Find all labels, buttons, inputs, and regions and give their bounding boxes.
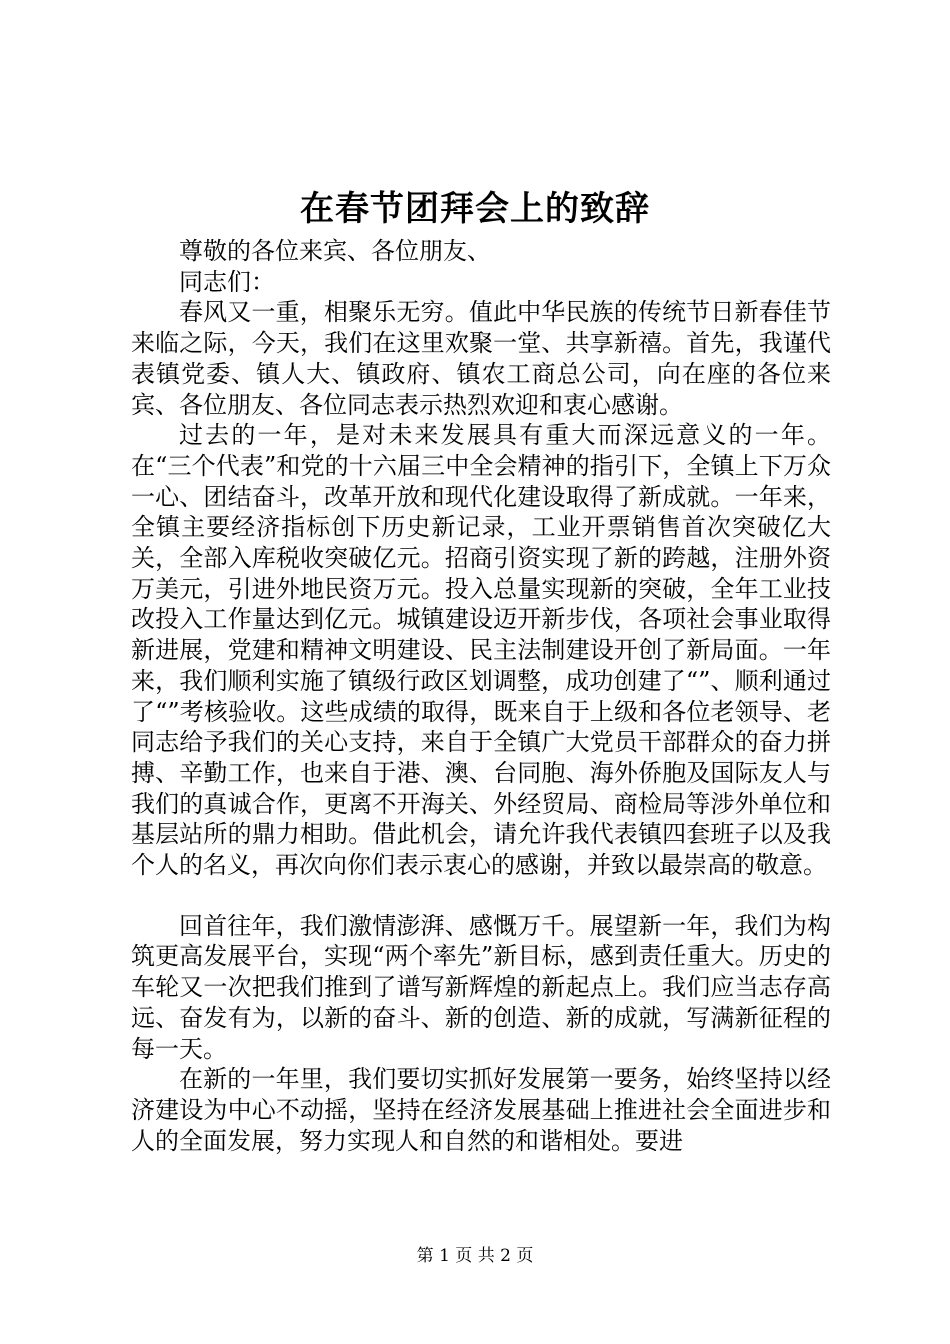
paragraph-outlook: 回首往年，我们激情澎湃、感慨万千。展望新一年，我们为构筑更高发展平台，实现“两个率先”新目标，感到责任重大。历史的车轮又一次把我们推到了谱写新辉煌的新起点上。我们应当志存高远、奋发有为，以新的奋斗、新的创造、新的成就，写满新征程的每一天。 <box>131 911 831 1063</box>
document-body <box>131 236 831 1156</box>
page-number: 第 1 页 共 2 页 <box>416 1246 534 1266</box>
paragraph-review: 过去的一年，是对未来发展具有重大而深远意义的一年。在“三个代表”和党的十六届三中全会精神的指引下，全镇上下万众一心、团结奋斗，改革开放和现代化建设取得了新成就。一年来，全镇主要经济指标创下历史新记录，工业开票销售首次突破亿大关，全部入库税收突破亿元。招商引资实现了新的跨越，注册外资万美元，引进外地民资万元。投入总量实现新的突破，全年工业技改投入工作量达到亿元。城镇建设迈开新步伐，各项社会事业取得新进展，党建和精神文明建设、民主法制建设开创了新局面。一年来，我们顺利实施了镇级行政区划调整，成功创建了“”、顺利通过了“”考核验收。这些成绩的取得，既来自于上级和各位老领导、老同志给予我们的关心支持，来自于全镇广大党员干部群众的奋力拼搏、辛勤工作，也来自于港、澳、台同胞、海外侨胞及国际友人与我们的真诚合作，更离不开海关、外经贸局、商检局等涉外单位和基层站所的鼎力相助。借此机会，请允许我代表镇四套班子以及我个人的名义，再次向你们表示衷心的感谢，并致以最崇高的敬意。 <box>131 421 831 880</box>
paragraph-opening: 春风又一重，相聚乐无穷。值此中华民族的传统节日新春佳节来临之际，今天，我们在这里欢聚一堂、共享新禧。首先，我谨代表镇党委、镇人大、镇政府、镇农工商总公司，向在座的各位来宾、各位朋友、各位同志表示热烈欢迎和衷心感谢。 <box>131 298 831 419</box>
salutation-line-1: 尊敬的各位来宾、各位朋友、 <box>179 237 491 265</box>
paragraph-new-year: 在新的一年里，我们要切实抓好发展第一要务，始终坚持以经济建设为中心不动摇，坚持在经济发展基础上推进社会全面进步和人的全面发展，努力实现人和自然的和谐相处。要进 <box>131 1065 831 1155</box>
salutation-line-2: 同志们： <box>179 267 275 296</box>
document-title: 在春节团拜会上的致辞 <box>300 189 650 229</box>
